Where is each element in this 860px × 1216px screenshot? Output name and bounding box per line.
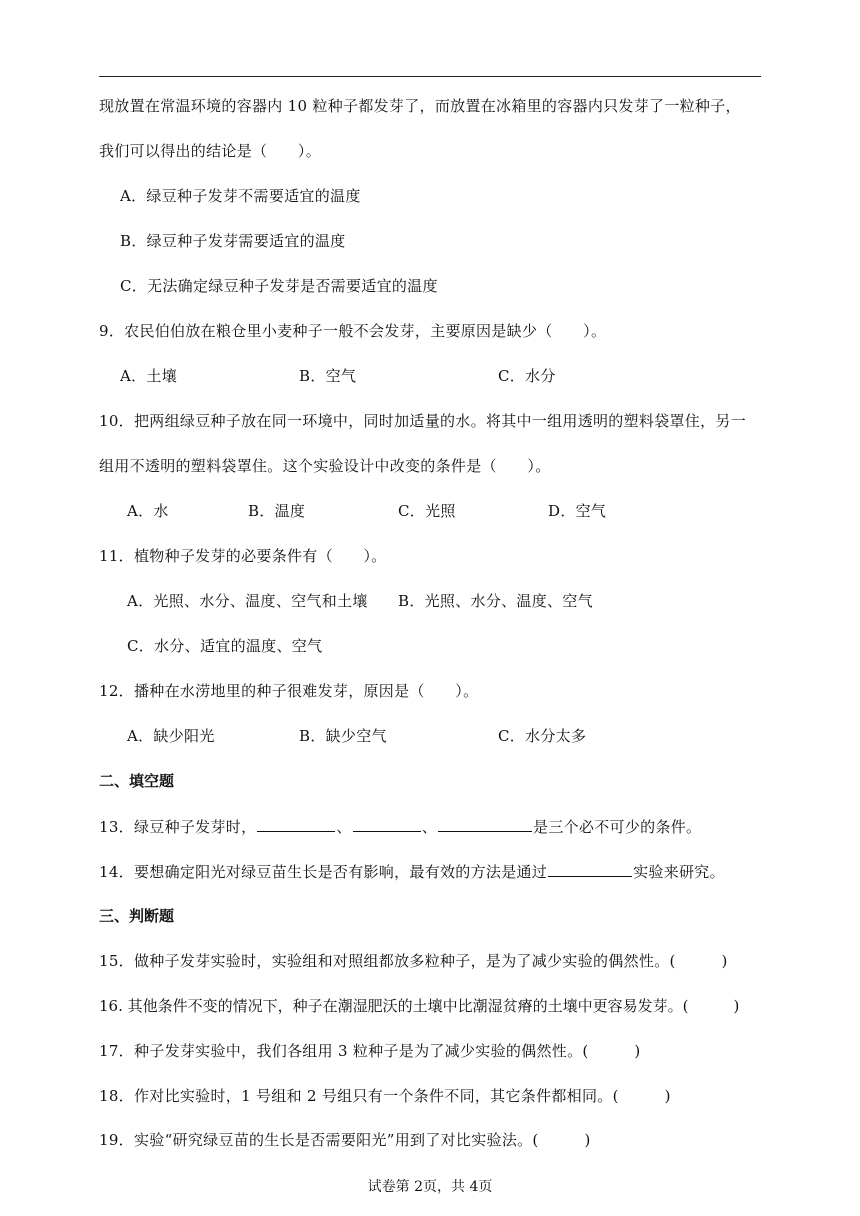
header-rule [99,76,761,77]
q19-text: 19．实验“研究绿豆苗的生长是否需要阳光”用到了对比实验法。( ) [99,1131,591,1149]
q18-text: 18．作对比实验时，1 号组和 2 号组只有一个条件不同，其它条件都相同。( ) [99,1087,671,1105]
q13-suffix: 是三个必不可少的条件。 [533,818,702,836]
q9-option-a: A．土壤 [120,367,178,385]
q10-option-a: A．水 [127,502,169,520]
q14-line [99,861,725,882]
q11-option-a: A．光照、水分、温度、空气和土壤 [127,592,368,610]
q8-option-b: B．绿豆种子发芽需要适宜的温度 [120,232,346,250]
q13-blank-2[interactable] [353,816,421,832]
q14-blank[interactable] [548,861,632,877]
q11-option-c: C．水分、适宜的温度、空气 [127,637,323,655]
q17-text: 17．种子发芽实验中，我们各组用 3 粒种子是为了减少实验的偶然性。( ) [99,1042,641,1060]
q8-line2: 我们可以得出的结论是（ ）。 [99,142,322,160]
q8-line1: 现放置在常温环境的容器内 10 粒种子都发芽了，而放置在冰箱里的容器内只发芽了一粒种子， [99,97,741,115]
q12-option-c: C．水分太多 [498,727,587,745]
q13-blank-3[interactable] [438,816,532,832]
q13-line [99,816,701,837]
q15-text: 15．做种子发芽实验时，实验组和对照组都放多粒种子，是为了减少实验的偶然性。( ) [99,952,728,970]
q10-line1: 10．把两组绿豆种子放在同一环境中，同时加适量的水。将其中一组用透明的塑料袋罩住，另一 [99,412,746,430]
q10-line2: 组用不透明的塑料袋罩住。这个实验设计中改变的条件是（ ）。 [99,457,551,475]
q13-separator-2: 、 [421,818,438,836]
q14-prefix: 14．要想确定阳光对绿豆苗生长是否有影响，最有效的方法是通过 [99,863,548,881]
q8-option-c: C．无法确定绿豆种子发芽是否需要适宜的温度 [120,277,438,295]
q9-text: 9．农民伯伯放在粮仓里小麦种子一般不会发芽，主要原因是缺少（ ）。 [99,322,607,340]
q13-prefix: 13．绿豆种子发芽时， [99,818,257,836]
q11-text: 11．植物种子发芽的必要条件有（ ）。 [99,547,387,565]
q10-option-c: C．光照 [398,502,456,520]
q13-separator-1: 、 [336,818,352,836]
q9-option-b: B．空气 [299,367,357,385]
q16-text: 16. 其他条件不变的情况下，种子在潮湿肥沃的土壤中比潮湿贫瘠的土壤中更容易发芽。( ) [99,997,740,1015]
q9-option-c: C．水分 [498,367,556,385]
page-footer: 试卷第 2页，共 4页 [367,1179,493,1195]
q12-option-a: A．缺少阳光 [127,727,215,745]
q8-option-a: A．绿豆种子发芽不需要适宜的温度 [120,187,361,205]
q10-option-d: D．空气 [548,502,607,520]
q10-option-b: B．温度 [248,502,306,520]
q12-option-b: B．缺少空气 [299,727,387,745]
q14-suffix: 实验来研究。 [633,863,725,881]
q13-blank-1[interactable] [257,816,335,832]
section-fill-in-heading: 二、填空题 [99,772,175,790]
q12-text: 12．播种在水涝地里的种子很难发芽，原因是（ ）。 [99,682,479,700]
q11-option-b: B．光照、水分、温度、空气 [398,592,593,610]
section-true-false-heading: 三、判断题 [99,907,175,925]
